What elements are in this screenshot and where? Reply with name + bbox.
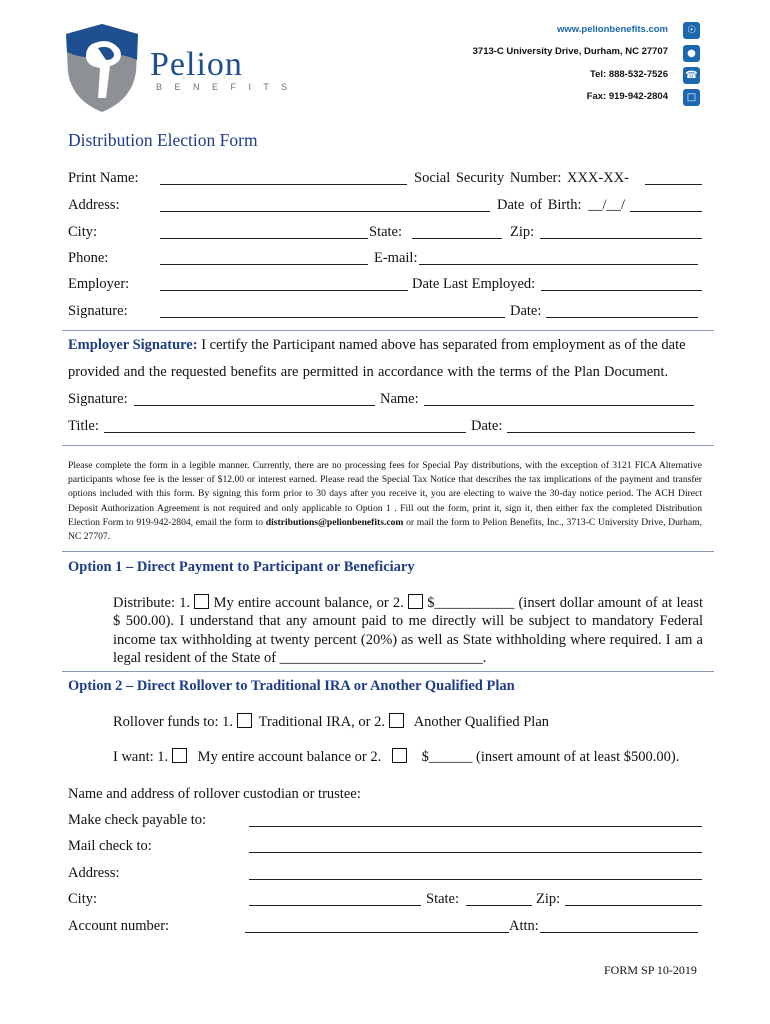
account-number-label: Account number:: [68, 918, 170, 934]
rollover-city-label: City:: [68, 891, 98, 907]
rollover-state-field[interactable]: [466, 905, 532, 906]
signature-date-label: Date:: [510, 303, 542, 319]
email-field[interactable]: [419, 264, 698, 265]
phone-label: Phone:: [68, 250, 109, 266]
contact-fax: Fax: 919-942-2804: [586, 91, 668, 102]
option2-heading: Option 2 – Direct Rollover to Traditional IRA or Another Qualified Plan: [68, 678, 515, 694]
entire-balance-label: My entire account balance, or 2.: [213, 595, 404, 611]
rollover-zip-label: Zip:: [536, 891, 561, 907]
employer-date-field[interactable]: [507, 432, 695, 433]
dob-label: Date of Birth:: [497, 197, 582, 213]
brand-name: Pelion: [150, 46, 243, 83]
rollover-state-label: State:: [426, 891, 460, 907]
distributions-email-link[interactable]: distributions@pelionbenefits.com: [265, 516, 404, 528]
address-label: Address:: [68, 197, 120, 213]
rollover-amount-label: $______ (insert amount of at least $500.00).: [421, 749, 680, 765]
phone-field[interactable]: [160, 264, 368, 265]
custodian-label: Name and address of rollover custodian or trustee:: [68, 786, 361, 802]
traditional-ira-checkbox[interactable]: [237, 713, 252, 728]
employer-certification-line2: provided and the requested benefits are permitted in accordance with the terms of the Plan Document.: [68, 364, 669, 380]
fax-icon: □: [683, 89, 700, 106]
rollover-label: Rollover funds to: 1.: [113, 714, 234, 730]
contact-tel: Tel: 888-532-7526: [590, 69, 668, 80]
traditional-ira-label: Traditional IRA, or 2.: [258, 714, 385, 730]
email-label: E-mail:: [374, 250, 418, 266]
location-pin-icon: ●: [683, 45, 700, 62]
rollover-zip-field[interactable]: [565, 905, 702, 906]
specific-amount-checkbox[interactable]: [408, 594, 423, 609]
attn-label: Attn:: [509, 918, 539, 934]
divider: [62, 445, 714, 446]
another-plan-label: Another Qualified Plan: [413, 714, 550, 730]
employer-signature-label: Signature:: [68, 391, 128, 407]
rollover-amount-checkbox[interactable]: [392, 748, 407, 763]
option1-heading: Option 1 – Direct Payment to Participant or Beneficiary: [68, 559, 415, 575]
logo: [62, 22, 302, 117]
employer-certification-line1: [68, 337, 686, 354]
attn-field[interactable]: [540, 932, 698, 933]
employer-name-field[interactable]: [424, 405, 694, 406]
want-row: [113, 748, 679, 766]
want-label: I want: 1.: [113, 749, 169, 765]
employer-label: Employer:: [68, 276, 130, 292]
rollover-entire-balance-label: My entire account balance or 2.: [197, 749, 382, 765]
phone-icon: ☎: [683, 67, 700, 84]
employer-name-label: Name:: [380, 391, 419, 407]
date-last-employed-label: Date Last Employed:: [412, 276, 536, 292]
instructions-tail: or mail the form to Pelion Benefits, Inc., 3713-C University Drive, Durham, NC 27707.: [68, 516, 703, 543]
employer-title-field[interactable]: [104, 432, 466, 433]
ssn-field[interactable]: [645, 184, 702, 185]
payable-label: Make check payable to:: [68, 812, 207, 828]
city-field[interactable]: [160, 238, 368, 239]
globe-icon: ☉: [683, 22, 700, 39]
rollover-address-label: Address:: [68, 865, 120, 881]
employer-date-label: Date:: [471, 418, 503, 434]
employer-signature-field[interactable]: [134, 405, 375, 406]
employer-field[interactable]: [160, 290, 408, 291]
rollover-city-field[interactable]: [249, 905, 421, 906]
distribute-label: Distribute: 1.: [113, 595, 191, 611]
specific-amount-text: $___________ (insert dollar amount of at least $ 500.00). I understand that any amount paid to me directly will be subject to mandatory Federal income tax withholding at twenty percent (20%) as well as State withholding where required. I am a legal resident of the State of ____________________________.: [113, 595, 704, 666]
signature-label: Signature:: [68, 303, 128, 319]
payable-field[interactable]: [249, 826, 702, 827]
signature-field[interactable]: [160, 317, 505, 318]
mail-field[interactable]: [249, 852, 702, 853]
contact-web[interactable]: www.pelionbenefits.com: [556, 24, 668, 35]
zip-label: Zip:: [510, 224, 535, 240]
entire-balance-checkbox[interactable]: [194, 594, 209, 609]
divider: [62, 671, 714, 672]
rollover-entire-balance-checkbox[interactable]: [172, 748, 187, 763]
print-name-label: Print Name:: [68, 170, 139, 186]
print-name-field[interactable]: [160, 184, 407, 185]
rollover-row: [113, 713, 549, 731]
employer-signature-heading: Employer Signature:: [68, 337, 198, 353]
another-plan-checkbox[interactable]: [389, 713, 404, 728]
state-label: State:: [369, 224, 403, 240]
rollover-address-field[interactable]: [249, 879, 702, 880]
divider: [62, 330, 714, 331]
contact-address: 3713-C University Drive, Durham, NC 27707: [472, 46, 668, 57]
option1-body: [113, 594, 703, 667]
form-title: Distribution Election Form: [68, 130, 258, 150]
shield-logo-icon: [62, 22, 142, 114]
dob-separator: __/__/: [588, 197, 626, 213]
instructions-text: Please complete the form in a legible manner. Currently, there are no processing fees for Special Pay distributions, with the exception of 3121 FICA Alternative participants whose fee is the lesser of $12.00 or interest earned. Please read the Special Tax Notice that describes the tax implications of the payment and transfer options included with this form. By signing this form prior to 30 days after you receive it, you are electing to waive the 30-day notice period. The ACH Direct Deposit Authorization Agreement is not required and only applicable to Option 1 . Fill out the form, print it, sign it, then either fax the completed Distribution Election Form to 919-942-2804, email the form to: [68, 460, 702, 528]
address-field[interactable]: [160, 211, 490, 212]
mail-label: Mail check to:: [68, 838, 152, 854]
zip-field[interactable]: [540, 238, 702, 239]
signature-date-field[interactable]: [546, 317, 698, 318]
instructions-paragraph: [68, 459, 702, 544]
ssn-label: Social Security Number: XXX-XX-: [414, 170, 629, 186]
city-label: City:: [68, 224, 98, 240]
divider: [62, 551, 714, 552]
employer-title-label: Title:: [68, 418, 99, 434]
dob-field[interactable]: [630, 211, 702, 212]
account-number-field[interactable]: [245, 932, 509, 933]
employer-certification-text1: I certify the Participant named above has separated from employment as of the date: [197, 337, 686, 353]
state-field[interactable]: [412, 238, 502, 239]
date-last-employed-field[interactable]: [541, 290, 702, 291]
form-id: FORM SP 10-2019: [604, 963, 697, 977]
brand-tagline: B E N E F I T S: [156, 82, 293, 92]
